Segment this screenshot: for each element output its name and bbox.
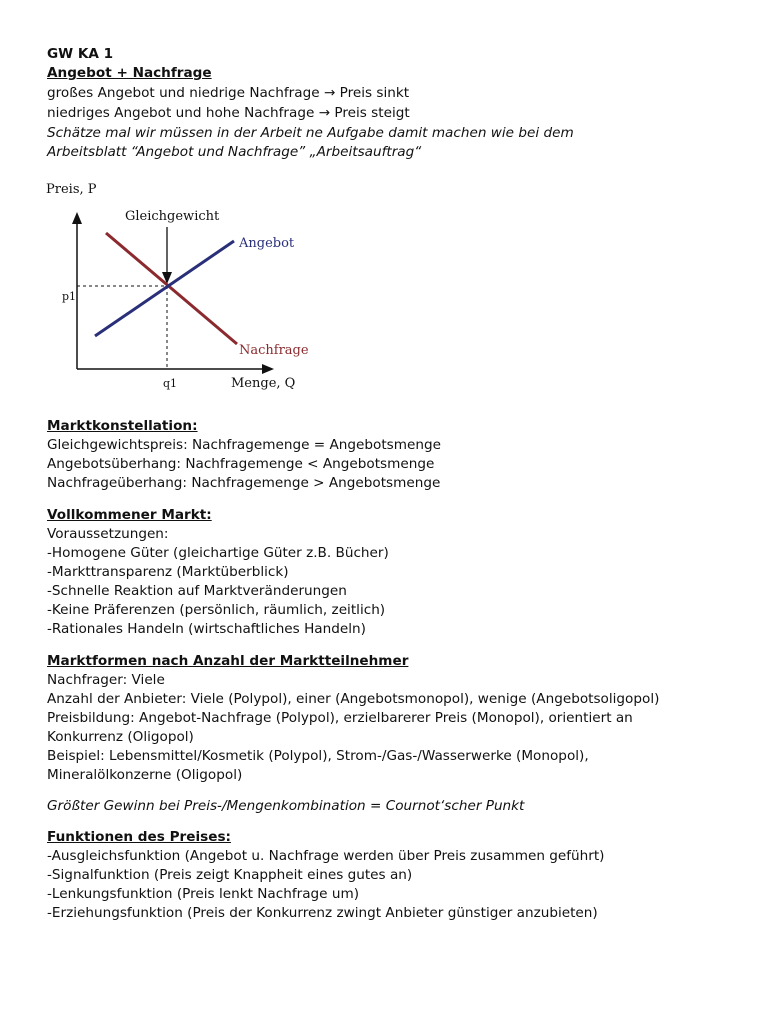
text-line: großes Angebot und niedrige Nachfrage → Preis sinkt: [47, 85, 410, 101]
p1-label: p1: [62, 290, 77, 303]
list-item: Konkurrenz (Oligopol): [47, 729, 194, 745]
list-item: Angebotsüberhang: Nachfragemenge < Angebotsmenge: [47, 456, 435, 472]
list-item: -Signalfunktion (Preis zeigt Knappheit eines gutes an): [47, 867, 413, 883]
demand-curve: [106, 233, 237, 344]
list-item: Nachfrager: Viele: [47, 672, 165, 688]
note-line: Arbeitsblatt “Angebot und Nachfrage” „Arbeitsauftrag“: [47, 144, 422, 160]
cournot-note: Größter Gewinn bei Preis-/Mengenkombination = Cournot‘scher Punkt: [47, 798, 525, 814]
equilibrium-label: Gleichgewicht: [125, 209, 220, 224]
list-item: -Ausgleichsfunktion (Angebot u. Nachfrage werden über Preis zusammen geführt): [47, 848, 605, 864]
list-item: Preisbildung: Angebot-Nachfrage (Polypol), erzielbarerer Preis (Monopol), orientiert an: [47, 710, 633, 726]
list-item: Nachfrageüberhang: Nachfragemenge > Angebotsmenge: [47, 475, 441, 491]
q1-label: q1: [163, 377, 178, 390]
list-item: -Schnelle Reaktion auf Marktveränderungen: [47, 583, 347, 599]
section-funktionen: [47, 828, 737, 923]
list-item: Voraussetzungen:: [47, 526, 169, 542]
section-marktformen: [47, 652, 737, 785]
list-item: -Keine Präferenzen (persönlich, räumlich, zeitlich): [47, 602, 386, 618]
list-item: -Lenkungsfunktion (Preis lenkt Nachfrage um): [47, 886, 360, 902]
x-axis-label: Menge, Q: [231, 376, 296, 391]
list-item: -Rationales Handeln (wirtschaftliches Handeln): [47, 621, 366, 637]
supply-demand-diagram: [40, 176, 330, 396]
list-item: -Markttransparenz (Marktüberblick): [47, 564, 289, 580]
list-item: Beispiel: Lebensmittel/Kosmetik (Polypol), Strom-/Gas-/Wasserwerke (Monopol),: [47, 748, 589, 764]
list-item: -Erziehungsfunktion (Preis der Konkurrenz zwingt Anbieter günstiger anzubieten): [47, 905, 598, 921]
section-marktkonstellation: [47, 417, 737, 493]
section-vollkommener-markt: [47, 506, 737, 639]
section-heading: Marktformen nach Anzahl der Marktteilnehmer: [47, 653, 409, 669]
doc-title: GW KA 1: [47, 46, 114, 62]
list-item: -Homogene Güter (gleichartige Güter z.B. Bücher): [47, 545, 389, 561]
list-item: Gleichgewichtspreis: Nachfragemenge = Angebotsmenge: [47, 437, 441, 453]
x-axis-arrow-icon: [262, 364, 274, 374]
y-axis-label: Preis, P: [46, 182, 97, 197]
supply-curve: [95, 241, 234, 336]
y-axis-arrow-icon: [72, 212, 82, 224]
section-heading: Marktkonstellation:: [47, 418, 198, 434]
text-line: niedriges Angebot und hohe Nachfrage → Preis steigt: [47, 105, 410, 121]
doc-subtitle: Angebot + Nachfrage: [47, 65, 212, 81]
supply-label: Angebot: [239, 236, 295, 251]
section-heading: Funktionen des Preises:: [47, 829, 231, 845]
section-heading: Vollkommener Markt:: [47, 507, 212, 523]
demand-label: Nachfrage: [239, 343, 309, 358]
list-item: Mineralölkonzerne (Oligopol): [47, 767, 243, 783]
list-item: Anzahl der Anbieter: Viele (Polypol), einer (Angebotsmonopol), wenige (Angebotsoligopol): [47, 691, 660, 707]
note-line: Schätze mal wir müssen in der Arbeit ne Aufgabe damit machen wie bei dem: [47, 125, 574, 141]
